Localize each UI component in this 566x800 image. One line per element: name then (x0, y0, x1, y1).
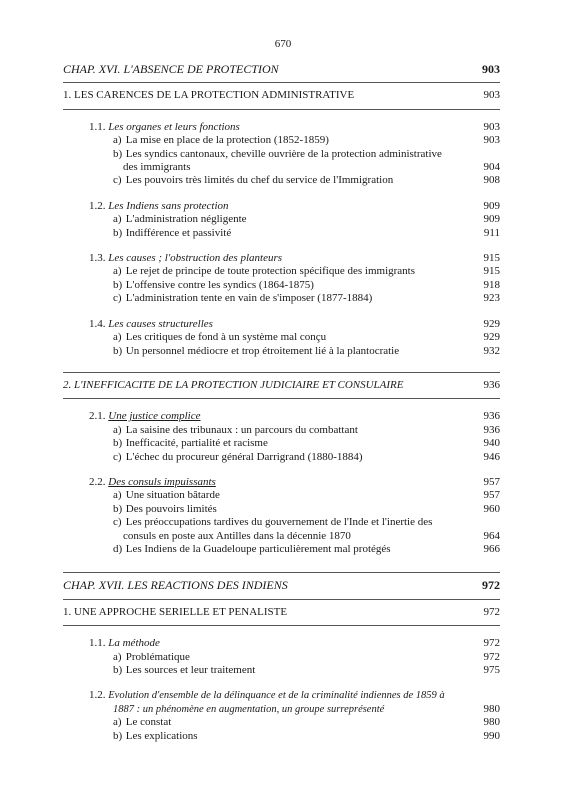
toc-item-continuation (63, 530, 500, 543)
item-label: c) (113, 174, 122, 187)
part-title: 1. LES CARENCES DE LA PROTECTION ADMINISTRATIVE (63, 89, 355, 102)
chapter-title: CHAP. XVI. L'ABSENCE DE PROTECTION (63, 62, 279, 76)
item-page: 975 (483, 664, 500, 676)
item-page: 915 (483, 265, 500, 278)
section-number: 1.4. (89, 317, 106, 330)
item-page: 980 (483, 716, 500, 729)
item-page: 908 (483, 174, 500, 187)
table-of-contents (63, 60, 500, 743)
section-number: 1.3. (89, 252, 106, 265)
page-number: 670 (274, 38, 292, 50)
section-page: 909 (483, 199, 500, 212)
item-label: b) (113, 502, 123, 515)
toc-item (63, 331, 500, 344)
section-number: 1.2. (89, 689, 106, 702)
divider (63, 109, 500, 110)
section-number: 2.2. (89, 475, 106, 488)
toc-item (63, 451, 500, 464)
item-label: d) (113, 542, 123, 555)
item-page: 964 (483, 529, 500, 542)
section-heading (63, 689, 500, 702)
item-text: Les syndics cantonaux, cheville ouvrière de la protection administrative (125, 147, 442, 160)
item-label: b) (113, 147, 123, 160)
item-page: 940 (483, 437, 500, 450)
item-text: L'administration tente en vain de s'imposer (1877-1884) (125, 292, 373, 305)
item-label: a) (113, 331, 122, 344)
item-text: Une situation bâtarde (125, 489, 220, 502)
toc-item (63, 543, 500, 556)
item-page: 957 (483, 489, 500, 502)
toc-item-continuation (63, 161, 500, 174)
toc-item (63, 664, 500, 677)
item-label: b) (113, 226, 123, 239)
toc-item (63, 730, 500, 743)
toc-item (63, 437, 500, 450)
item-text: Problématique (125, 650, 190, 663)
part-heading (63, 373, 500, 398)
item-page: 909 (483, 213, 500, 226)
item-page: 911 (483, 226, 500, 239)
toc-item (63, 279, 500, 292)
section-heading (63, 476, 500, 489)
item-text: L'administration négligente (125, 213, 247, 226)
item-page: 972 (483, 650, 500, 663)
item-page: 932 (483, 344, 500, 357)
item-text: Le constat (125, 716, 172, 729)
item-page: 903 (483, 134, 500, 147)
item-text: Les Indiens de la Guadeloupe particulièrement mal protégés (125, 542, 391, 555)
chapter-page: 903 (482, 62, 500, 76)
section-title: Les causes structurelles (108, 317, 213, 330)
section-heading (63, 637, 500, 650)
divider (63, 398, 500, 399)
item-label: b) (113, 437, 123, 450)
toc-item (63, 227, 500, 240)
item-text: Un personnel médiocre et trop étroitement lié à la plantocratie (125, 344, 400, 357)
item-label: a) (113, 650, 122, 663)
item-text: des immigrants (123, 161, 191, 174)
part-heading (63, 600, 500, 625)
section-heading (63, 121, 500, 134)
item-label: b) (113, 278, 123, 291)
part-page: 903 (483, 89, 500, 102)
item-page: 966 (483, 542, 500, 555)
section-number: 1.2. (89, 199, 106, 212)
toc-item (63, 174, 500, 187)
item-page: 904 (483, 161, 500, 174)
section-title: 1887 : un phénomène en augmentation, un groupe surreprésenté (113, 703, 385, 715)
item-text: L'échec du procureur général Darrigrand (1880-1884) (125, 450, 363, 463)
item-page: 923 (483, 292, 500, 305)
item-page: 918 (483, 278, 500, 291)
toc-item (63, 134, 500, 147)
toc-item (63, 651, 500, 664)
item-label: a) (113, 265, 122, 278)
toc-item (63, 265, 500, 278)
section-heading (63, 252, 500, 265)
section-title: Les organes et leurs fonctions (108, 120, 240, 133)
section-title: Les Indiens sans protection (108, 199, 229, 212)
item-text: Les explications (125, 729, 198, 742)
part-title: 1. UNE APPROCHE SERIELLE ET PENALISTE (63, 605, 288, 618)
section-page: 929 (483, 317, 500, 330)
section-heading (63, 200, 500, 213)
item-text: La saisine des tribunaux : un parcours du combattant (125, 423, 358, 436)
chapter-page: 972 (482, 578, 500, 593)
section-heading (63, 410, 500, 423)
section-number: 1.1. (89, 637, 106, 650)
item-page: 929 (483, 331, 500, 344)
item-label: b) (113, 729, 123, 742)
section-number: 2.1. (89, 410, 106, 423)
section-page: 915 (483, 252, 500, 265)
section-heading-continuation (63, 703, 500, 716)
section-page: 972 (483, 637, 500, 650)
toc-item (63, 148, 500, 161)
item-label: a) (113, 134, 122, 147)
part-page: 972 (483, 605, 500, 618)
item-text: Indifférence et passivité (125, 226, 232, 239)
divider (63, 625, 500, 626)
item-label: a) (113, 489, 122, 502)
section-heading (63, 318, 500, 331)
item-text: Les sources et leur traitement (125, 664, 256, 676)
toc-item (63, 516, 500, 529)
item-text: Les préoccupations tardives du gouvernement de l'Inde et l'inertie des (125, 516, 433, 529)
item-text: L'offensive contre les syndics (1864-1875) (125, 278, 314, 291)
item-text: Les critiques de fond à un système mal conçu (125, 331, 327, 344)
part-title: 2. L'INEFFICACITE DE LA PROTECTION JUDICIAIRE ET CONSULAIRE (63, 378, 404, 391)
item-label: b) (113, 664, 123, 676)
item-page: 946 (483, 450, 500, 463)
section-title: Des consuls impuissants (108, 475, 216, 488)
item-text: Des pouvoirs limités (125, 502, 217, 515)
section-page: 936 (483, 410, 500, 423)
item-label: b) (113, 344, 123, 357)
item-label: a) (113, 716, 122, 729)
chapter-title: CHAP. XVII. LES REACTIONS DES INDIENS (63, 578, 288, 593)
item-label: c) (113, 450, 122, 463)
part-heading (63, 83, 500, 108)
item-text: consuls en poste aux Antilles dans la décennie 1870 (123, 529, 351, 542)
toc-item (63, 292, 500, 305)
item-text: Le rejet de principe de toute protection spécifique des immigrants (125, 265, 416, 278)
item-label: c) (113, 292, 122, 305)
toc-item (63, 213, 500, 226)
toc-item (63, 489, 500, 502)
item-page: 936 (483, 423, 500, 436)
item-label: a) (113, 423, 122, 436)
chapter-heading (63, 573, 500, 598)
chapter-heading (63, 63, 500, 82)
item-page: 990 (483, 729, 500, 742)
section-title: Les causes ; l'obstruction des planteurs (108, 252, 283, 265)
section-page: 980 (483, 702, 500, 715)
toc-item (63, 345, 500, 358)
item-text: Les pouvoirs très limités du chef du service de l'Immigration (125, 174, 394, 187)
toc-item (63, 716, 500, 729)
section-title: Evolution d'ensemble de la délinquance et de la criminalité indiennes de 1859 à (108, 690, 445, 702)
section-page: 957 (483, 475, 500, 488)
toc-item (63, 424, 500, 437)
section-page: 903 (483, 120, 500, 133)
item-text: Inefficacité, partialité et racisme (125, 437, 268, 450)
item-page: 960 (483, 502, 500, 515)
item-label: c) (113, 516, 122, 529)
item-label: a) (113, 213, 122, 226)
section-title: Une justice complice (108, 410, 201, 423)
section-title: La méthode (108, 637, 160, 650)
toc-item (63, 503, 500, 516)
part-page: 936 (483, 378, 500, 391)
section-number: 1.1. (89, 120, 106, 133)
item-text: La mise en place de la protection (1852-1859) (125, 134, 329, 147)
